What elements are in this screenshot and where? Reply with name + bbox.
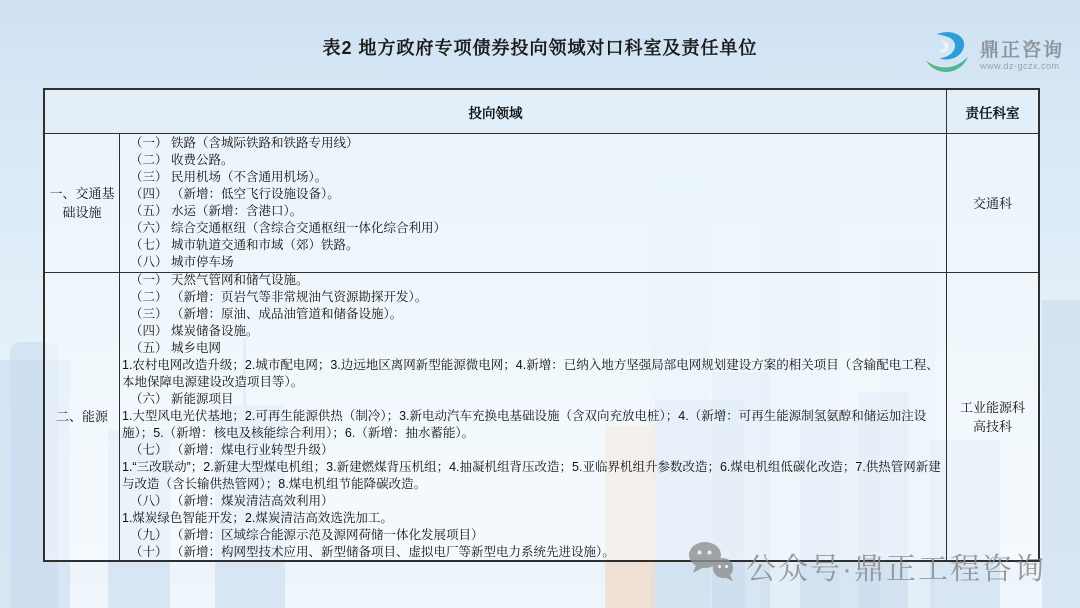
logo-company-name: 鼎正咨询 (979, 40, 1064, 62)
list-item: （七） （新增：煤电行业转型升级） (130, 443, 334, 457)
list-item: 1.“三改联动”；2.新建大型煤电机组；3.新建燃煤背压机组；4.抽凝机组背压改造；5.亚临界机组升参数改造；6.煤电机组低碳化改造；7.供热管网新建与改造（含长输供热管网）；8.煤电机组节能降碳改造。 (122, 460, 941, 491)
watermark-text: 公众号·鼎正工程咨询 (746, 553, 1046, 586)
list-item: （八） 城市停车场 (130, 255, 234, 269)
list-item: （四） 煤炭储备设施。 (130, 324, 259, 338)
wechat-icon (688, 540, 736, 592)
list-item: （五） 城乡电网 (130, 341, 221, 355)
header-responsible-dept: 责任科室 (965, 105, 1020, 121)
row-category (45, 134, 120, 272)
row-responsible-cell (947, 134, 1038, 272)
page-title: 表2 地方政府专项债券投向领域对口科室及责任单位 (322, 38, 758, 58)
list-item: （三） （新增：原油、成品油管道和储备设施）。 (130, 307, 403, 321)
list-item: （五） 水运（新增：含港口）。 (130, 204, 303, 218)
list-item: （一） 铁路（含城际铁路和铁路专用线） (130, 136, 359, 150)
list-item: 1.煤炭绿色智能开发；2.煤炭清洁高效选洗加工。 (122, 511, 393, 525)
list-item: （二） 收费公路。 (130, 153, 234, 167)
list-item: （八） （新增：煤炭清洁高效利用） (130, 494, 334, 508)
row-responsible-cell (947, 273, 1038, 560)
responsible-dept: 工业能源科 (959, 399, 1025, 415)
dingzheng-logo-icon (922, 30, 974, 83)
list-item: （四） （新增：低空飞行设施设备）。 (130, 187, 340, 201)
logo-website: www.dz-gczx.com (979, 61, 1060, 71)
list-item: （九） （新增：区域综合能源示范及源网荷储一体化发展项目） (130, 528, 484, 542)
investment-areas-table (43, 88, 1040, 562)
row-category (45, 273, 120, 560)
list-item: （二） （新增：页岩气等非常规油气资源勘探开发）。 (130, 290, 428, 304)
watermark (688, 540, 1046, 592)
row-category-label: 一、交通基础设施 (49, 186, 115, 220)
list-item: （三） 民用机场（不含通用机场）。 (130, 170, 328, 184)
list-item: （十） （新增：构网型技术应用、新型储备项目、虚拟电厂等新型电力系统先进设施）。 (130, 545, 615, 559)
responsible-dept: 高技科 (972, 418, 1012, 434)
company-logo (922, 30, 1064, 83)
table-header-row (45, 90, 1038, 134)
row-category-label: 二、能源 (55, 409, 108, 424)
list-item: （六） 新能源项目 (130, 392, 234, 406)
header-investment-area: 投向领域 (45, 90, 947, 133)
table-row (45, 273, 1038, 560)
list-item: （七） 城市轨道交通和市域（郊）铁路。 (130, 238, 359, 252)
row-items-list (120, 273, 947, 560)
responsible-dept: 交通科 (972, 195, 1012, 211)
row-items-list (120, 134, 947, 272)
list-item: （六） 综合交通枢纽（含综合交通枢纽一体化综合利用） (130, 221, 446, 235)
list-item: （一） 天然气管网和储气设施。 (130, 273, 309, 287)
list-item: 1.农村电网改造升级；2.城市配电网；3.边远地区离网新型能源微电网；4.新增：已纳入地方坚强局部电网规划建设方案的相关项目（含输配电工程、本地保障电源建设改造项目等）。 (122, 358, 939, 389)
table-row (45, 134, 1038, 273)
list-item: 1.大型风电光伏基地；2.可再生能源供热（制冷）；3.新电动汽车充换电基础设施（含双向充放电桩）；4.（新增：可再生能源制氢氨醇和储运加注设施）；5.（新增：核电及核能综合利用）；6.（新增：抽水蓄能）。 (122, 409, 927, 440)
